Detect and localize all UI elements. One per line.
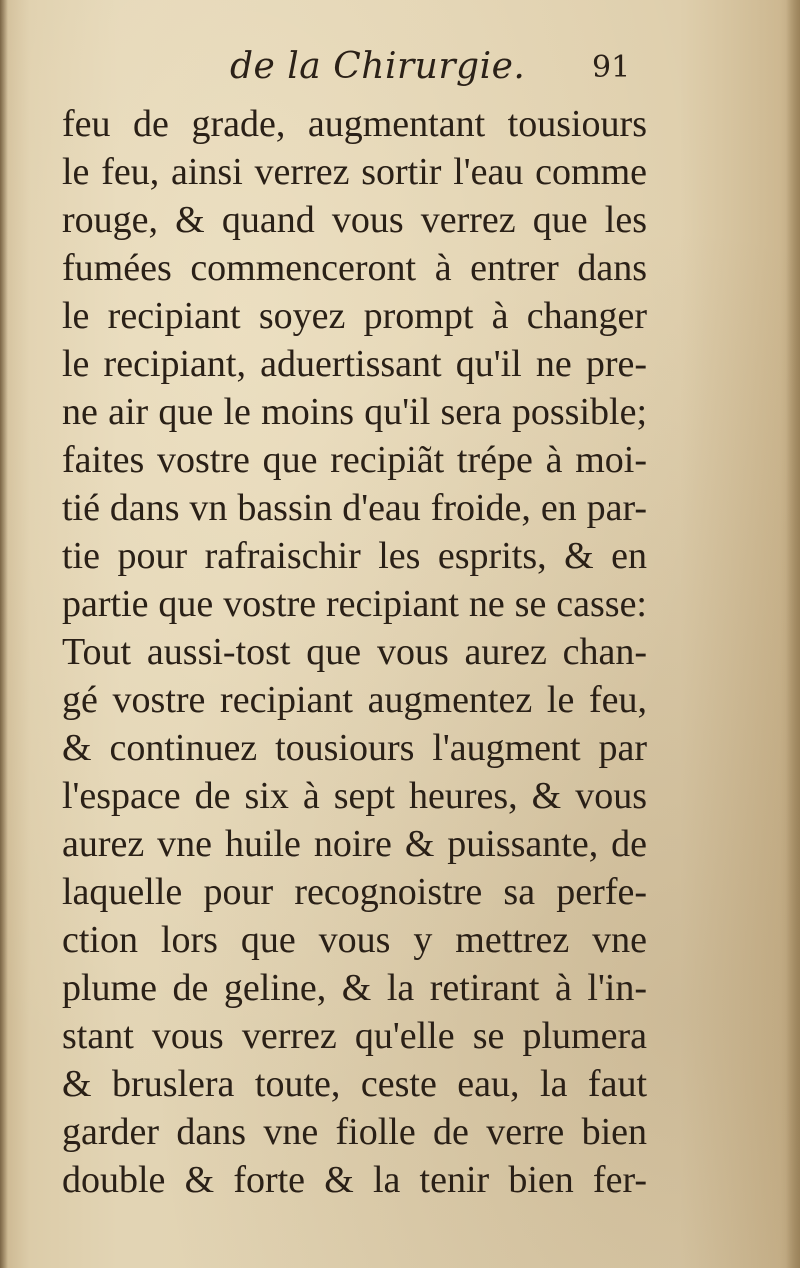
text-line: partie que vostre recipiant ne se casse: <box>62 583 647 625</box>
text-line: feu de grade, augmentant tousiours <box>62 103 647 145</box>
text-line: faites vostre que recipiãt trépe à moi- <box>62 439 647 481</box>
text-line: stant vous verrez qu'elle se plumera <box>62 1015 647 1057</box>
body-text <box>62 100 647 1204</box>
text-line: & bruslera toute, ceste eau, la faut <box>62 1063 647 1105</box>
text-line: plume de geline, & la retirant à l'in- <box>62 967 647 1009</box>
running-title: de la Chirurgie. <box>230 46 526 87</box>
text-line: garder dans vne fiolle de verre bien <box>62 1111 647 1153</box>
text-line: tié dans vn bassin d'eau froide, en par- <box>62 487 647 529</box>
text-line: ction lors que vous y mettrez vne <box>62 919 647 961</box>
text-line: aurez vne huile noire & puissante, de <box>62 823 647 865</box>
text-line: & continuez tousiours l'augment par <box>62 727 647 769</box>
text-line: l'espace de six à sept heures, & vous <box>62 775 647 817</box>
text-line: tie pour rafraischir les esprits, & en <box>62 535 647 577</box>
text-line: le recipiant soyez prompt à changer <box>62 295 647 337</box>
text-line: le recipiant, aduertissant qu'il ne pre- <box>62 343 647 385</box>
text-line: le feu, ainsi verrez sortir l'eau comme <box>62 151 647 193</box>
page-number: 91 <box>592 50 631 85</box>
text-line: ne air que le moins qu'il sera possible; <box>62 391 647 433</box>
text-line: fumées commenceront à entrer dans <box>62 247 647 289</box>
text-line: gé vostre recipiant augmentez le feu, <box>62 679 647 721</box>
text-line: laquelle pour recognoistre sa perfe- <box>62 871 647 913</box>
text-line: rouge, & quand vous verrez que les <box>62 199 647 241</box>
page-edge-left <box>0 0 8 1268</box>
page-edge-right <box>786 0 800 1268</box>
text-line: double & forte & la tenir bien fer- <box>62 1159 647 1201</box>
text-line: Tout aussi-tost que vous aurez chan- <box>62 631 647 673</box>
